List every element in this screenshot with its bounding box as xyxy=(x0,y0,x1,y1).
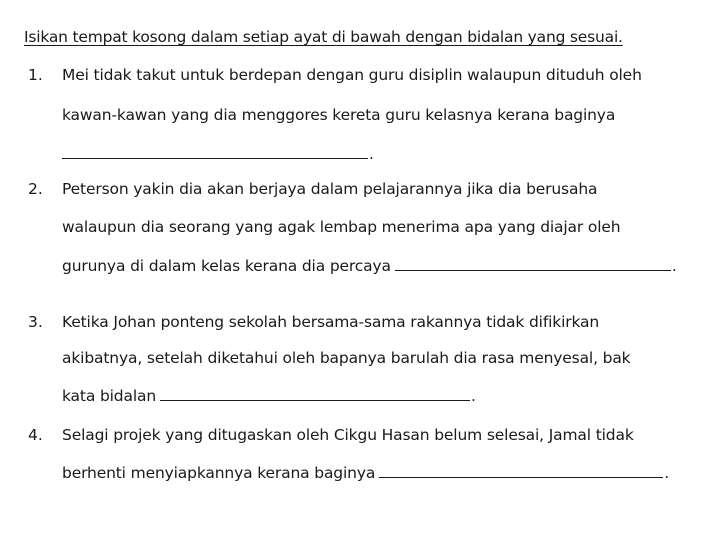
question-line: Selagi projek yang ditugaskan oleh Cikgu Hasan belum selesai, Jamal tidak xyxy=(62,426,634,444)
answer-blank[interactable] xyxy=(160,386,470,401)
answer-line xyxy=(62,144,374,163)
question-line: Peterson yakin dia akan berjaya dalam pelajarannya jika dia berusaha xyxy=(62,180,598,198)
answer-line-prefix: gurunya di dalam kelas kerana dia percaya xyxy=(62,257,391,275)
instruction-text: Isikan tempat kosong dalam setiap ayat di bawah dengan bidalan yang sesuai. xyxy=(24,28,623,46)
answer-line xyxy=(62,256,677,275)
question-line: Ketika Johan ponteng sekolah bersama-sama rakannya tidak difikirkan xyxy=(62,313,600,331)
answer-blank[interactable] xyxy=(62,144,368,159)
question-number: 3. xyxy=(28,313,43,331)
sentence-end: . xyxy=(671,257,677,275)
answer-line-prefix: berhenti menyiapkannya kerana baginya xyxy=(62,464,376,482)
question-number: 1. xyxy=(28,66,43,84)
question-number: 4. xyxy=(28,426,43,444)
answer-line xyxy=(62,386,476,405)
question-number: 2. xyxy=(28,180,43,198)
question-line: akibatnya, setelah diketahui oleh bapanya barulah dia rasa menyesal, bak xyxy=(62,349,631,367)
answer-line xyxy=(62,463,669,482)
question-line: kawan-kawan yang dia menggores kereta guru kelasnya kerana baginya xyxy=(62,106,616,124)
question-line: Mei tidak takut untuk berdepan dengan guru disiplin walaupun dituduh oleh xyxy=(62,66,642,84)
question-line: walaupun dia seorang yang agak lembap menerima apa yang diajar oleh xyxy=(62,218,621,236)
sentence-end: . xyxy=(471,387,476,405)
answer-line-prefix: kata bidalan xyxy=(62,387,157,405)
answer-blank[interactable] xyxy=(395,256,671,271)
sentence-end: . xyxy=(664,464,669,482)
answer-blank[interactable] xyxy=(379,463,663,478)
sentence-end: . xyxy=(369,145,374,163)
